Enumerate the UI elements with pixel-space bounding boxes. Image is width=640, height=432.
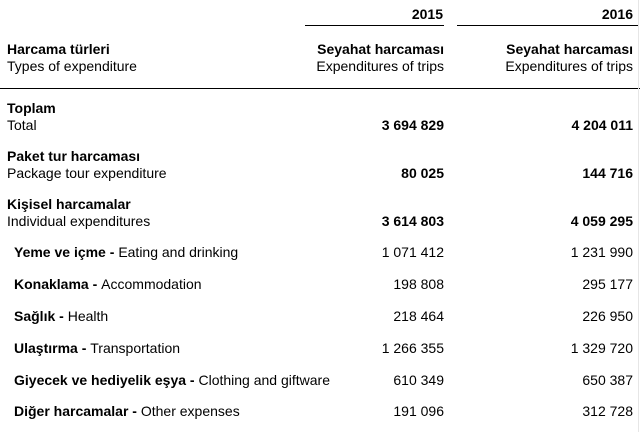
column-header-2015-tr: Seyahat harcaması <box>317 41 444 57</box>
row-label-separator: - <box>88 276 102 292</box>
value-2015: 198 808 <box>393 276 444 292</box>
row-label-tr: Yeme ve içme <box>14 244 106 260</box>
row-label <box>7 196 150 230</box>
row-label-separator: - <box>105 244 119 260</box>
row-label-en: Health <box>67 308 109 324</box>
value-2016: 4 059 295 <box>570 213 633 229</box>
value-2015: 3 614 803 <box>381 213 444 229</box>
year-2015-underline <box>305 25 444 26</box>
row-label-separator: - <box>186 372 199 388</box>
row-label-en: Total <box>7 117 37 133</box>
row-label-tr: Paket tur harcaması <box>7 148 141 164</box>
row-label <box>14 340 180 357</box>
row-label-en: Eating and drinking <box>118 244 239 260</box>
year-2016-underline <box>457 25 639 26</box>
value-2015: 610 349 <box>393 372 444 388</box>
column-header-types <box>7 41 137 75</box>
row-label <box>7 148 167 182</box>
right-border <box>638 0 639 432</box>
value-2016: 295 177 <box>582 276 633 292</box>
value-2015: 1 071 412 <box>381 244 444 260</box>
value-2016: 1 231 990 <box>570 244 633 260</box>
value-2016: 312 728 <box>582 403 633 419</box>
row-label <box>7 100 56 134</box>
column-header-types-tr: Harcama türleri <box>7 41 110 57</box>
row-label-tr: Kişisel harcamalar <box>7 196 131 212</box>
column-header-2015 <box>290 41 444 75</box>
value-2016: 650 387 <box>582 372 633 388</box>
row-label-tr: Diğer harcamalar <box>14 403 129 419</box>
column-header-2016 <box>457 41 633 75</box>
row-label-en: Package tour expenditure <box>7 165 167 181</box>
row-label-tr: Toplam <box>7 100 56 116</box>
year-2016-header: 2016 <box>601 6 633 22</box>
value-2015: 191 096 <box>393 403 444 419</box>
header-divider <box>0 88 640 89</box>
row-label-en: Other expenses <box>140 403 240 419</box>
row-label <box>14 403 240 420</box>
row-label <box>14 372 330 389</box>
value-2015: 80 025 <box>401 165 444 181</box>
row-label-tr: Konaklama <box>14 276 89 292</box>
row-label-en: Individual expenditures <box>7 213 151 229</box>
row-label-separator: - <box>55 308 68 324</box>
row-label <box>14 308 108 325</box>
year-2015-header: 2015 <box>411 6 443 22</box>
value-2015: 3 694 829 <box>381 117 444 133</box>
value-2016: 4 204 011 <box>571 117 633 133</box>
row-label-en: Clothing and giftware <box>198 372 330 388</box>
column-header-2016-en: Expenditures of trips <box>505 58 633 74</box>
row-label-en: Accommodation <box>101 276 202 292</box>
row-label-separator: - <box>77 340 91 356</box>
value-2016: 1 329 720 <box>570 340 633 356</box>
row-label-en: Transportation <box>90 340 181 356</box>
row-label-tr: Giyecek ve hediyelik eşya <box>14 372 187 388</box>
column-header-types-en: Types of expenditure <box>7 58 137 74</box>
value-2015: 1 266 355 <box>381 340 444 356</box>
column-header-2016-tr: Seyahat harcaması <box>506 41 633 57</box>
value-2016: 226 950 <box>582 308 633 324</box>
row-label <box>14 244 238 261</box>
row-label-tr: Sağlık <box>14 308 56 324</box>
row-label-separator: - <box>128 403 141 419</box>
row-label <box>14 276 202 293</box>
column-header-2015-en: Expenditures of trips <box>316 58 444 74</box>
value-2016: 144 716 <box>582 165 633 181</box>
row-label-tr: Ulaştırma <box>14 340 78 356</box>
value-2015: 218 464 <box>393 308 444 324</box>
